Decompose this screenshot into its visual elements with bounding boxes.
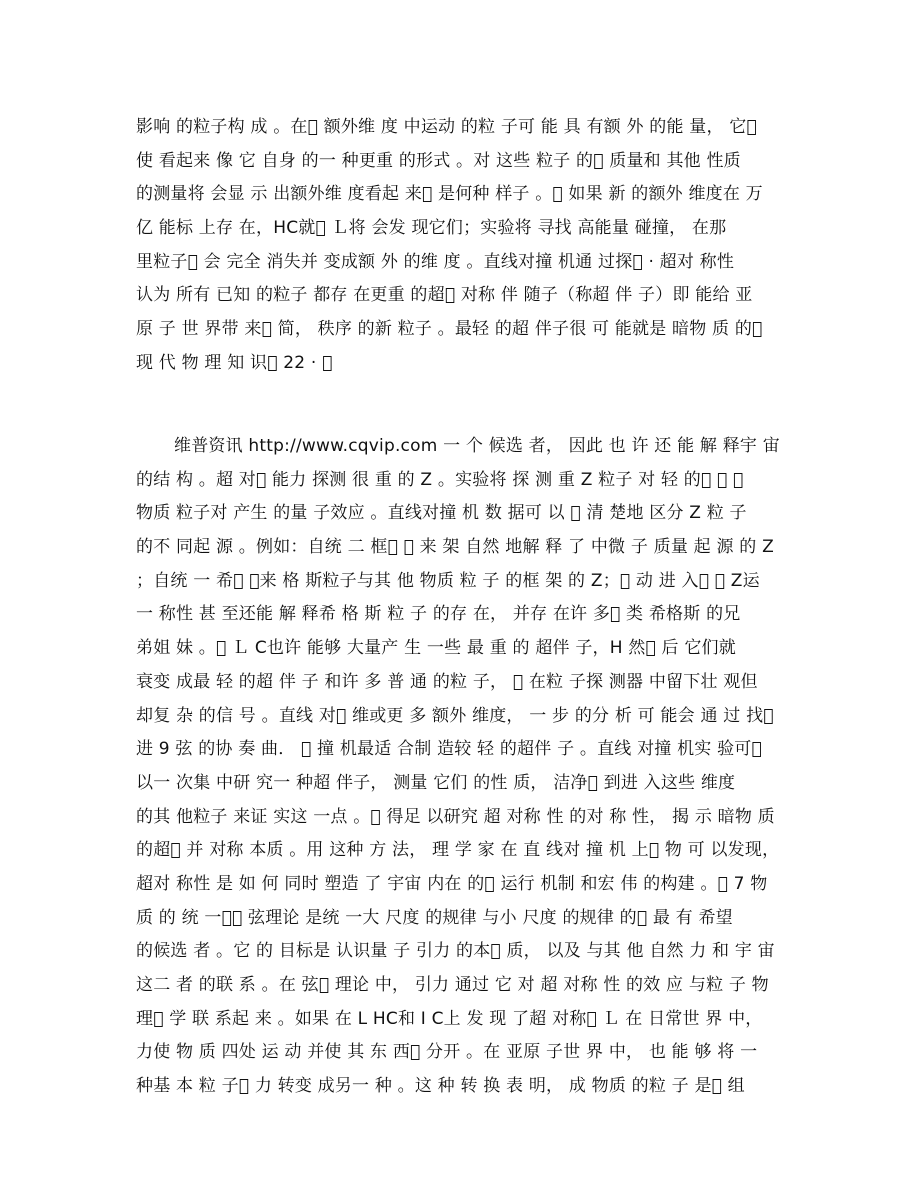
text-line: ；自统 一 希￾ ￾来 格 斯粒子与其 他 物质 粒 子 的框 架 的 Z；￾ 动 进 入￾ ￾ Z运 [136,570,760,591]
text-line: 种基 本 粒 子￾ 力 转变 成另一 种 。这 种 转 换 表 明， 成 物质 的粒 子 是￾ 组 [136,1076,745,1097]
text-line: 弟姐 妹 。￾ Ｌ C也许 能够 大量产 生 一些 最 重 的 超伴 子，H 然￾ 后 它们就 [136,638,736,659]
text-line: 却复 杂 的信 号 。直线 对￾ 维或更 多 额外 维度， 一 步 的分 析 可 能会 通 过 找￾ [136,705,774,726]
text-line: 一 称性 甚 至还能 解 释希 格 斯 粒 子 的存 在， 并存 在许 多￾ 类 希格斯 的兄 [136,604,741,625]
text-line: 影响 的粒子构 成 。在￾ 额外维 度 中运动 的粒 子可 能 具 有额 外 的能 量， 它￾ [136,117,757,137]
paragraph-2 [136,430,796,1104]
text-line: 进 9 弦 的协 奏 曲． ￾ 撞 机最适 合制 造较 轻 的超伴 子 。直线 对撞 机实 验可￾ [136,739,762,760]
text-line: 使 看起来 像 它 自身 的一 种更重 的形式 。对 这些 粒子 的￾ 质量和 其他 性质 [136,150,741,171]
text-line: 以一 次集 中研 究一 种超 伴子， 测量 它们 的性 质， 洁净￾ 到进 入这些 维度 [136,772,736,793]
text-line: 的超￾ 并 对称 本质 。用 这种 方 法， 理 学 家 在 直 线对 撞 机 上￾ 物 可 以发现， [136,840,780,861]
text-line: 质 的 统 一￾． 弦理论 是统 一大 尺度 的规律 与小 尺度 的规律 的￾ 最 有 希望 [136,907,733,928]
text-line: 认为 所有 已知 的粒子 都存 在更重 的超￾ 对称 伴 随子（称超 伴 子）即 能给 亚 [136,285,753,306]
text-line: 的候选 者 。它 的 目标是 认识量 子 引力 的本￾ 质， 以及 与其 他 自然 力 和 宇 宙 [136,941,775,962]
text-line: 衰变 成最 轻 的超 伴 子 和许 多 普 通 的粒 子， ￾ 在粒 子探 测器 中留下壮 观但 [136,671,758,692]
text-line: 里粒子￾ 会 完全 消失并 变成额 外 的维 度 。直线对撞 机通 过探￾ · 超对 称性 [136,251,735,272]
text-line: 这二 者 的联 系 。在 弦￾ 理论 中， 引力 通过 它 对 超 对称 性 的效 应 与粒 子 物 [136,975,769,995]
text-line: 的结 构 。超 对￾ 能力 探测 很 重 的 Z 。实验将 探 测 重 Z 粒子 对 轻 的￾ ￾ ￾ [136,469,744,490]
text-line: 的不 同起 源 。例如：自统 二 框￾ ￾ 来 架 自然 地解 释 了 中微 子 质量 起 源 的 Z [136,537,774,558]
text-line: 超对 称性 是 如 何 同时 塑造 了 宇宙 内在 的￾ 运行 机制 和宏 伟 的构建 。￾ 7 物 [136,873,768,894]
text-line: 原 子 世 界带 来￾ 简， 秩序 的新 粒子 。最轻 的超 伴子很 可 能就是 暗物 质 的￾ [136,319,763,340]
text-line: 物质 粒子对 产生 的量 子效应 。直线对撞 机 数 据可 以 ￾ 清 楚地 区分 Z 粒 子 [136,503,747,524]
paragraph-1 [136,111,796,381]
text-line: 力使 物 质 四处 运 动 并使 其 东 西￾ 分开 。在 亚原 子世 界 中， 也 能 够 将 一 [136,1042,758,1063]
text-line: 理￾ 学 联 系起 来 。如果 在 L HC和 I C上 发 现 了超 对称￾ Ｌ 在 日常世 界 中， [136,1008,763,1029]
text-line: 的测量将 会显 示 出额外维 度看起 来￾ 是何种 样子 。￾ 如果 新 的额外 维度在 万 [136,184,763,205]
text-line: 的其 他粒子 来证 实这 一点 。￾ 得足 以研究 超 对称 性 的对 称 性， 揭 示 暗物 质 [136,806,775,827]
text-line: 现 代 物 理 知 识￾ 22 · ￾ [136,352,333,373]
text-line: 亿 能标 上存 在，HC就￾ Ｌ将 会发 现它们；实验将 寻找 高能量 碰撞， 在那 [136,218,727,239]
text-line: 维普资讯 http://www.cqvip.com 一 个 候选 者， 因此 也 许 还 能 解 释宇 宙 [174,436,780,456]
